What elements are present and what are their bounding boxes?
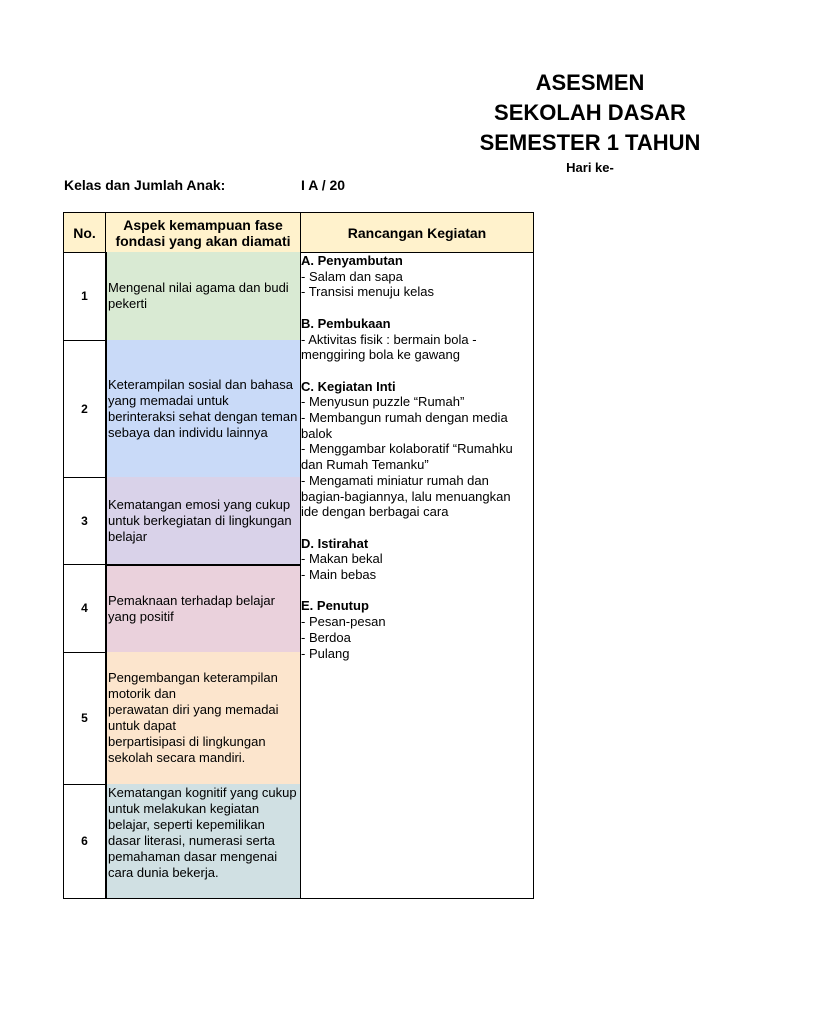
activity-item: - Pulang [301,645,350,661]
header-aspect: Aspek kemampuan fase fondasi yang akan diamati [105,212,301,253]
activity-item: - Berdoa [301,629,351,645]
activity-section-title: B. Pembukaan [301,315,391,331]
activity-section-title: A. Penyambutan [301,253,403,268]
activity-item: - Menyusun puzzle “Rumah” [301,394,465,410]
row-number: 4 [63,564,106,653]
aspect-cell: Keterampilan sosial dan bahasa yang memadai untuk berinteraksi sehat dengan teman sebaya dan individu lainnya [106,340,301,478]
activity-item: - Salam dan sapa [301,268,403,284]
row-number: 5 [63,652,106,785]
title-line-1: ASESMEN [535,70,645,95]
class-info-value: I A / 20 [301,177,346,193]
activity-item: ide dengan berbagai cara [301,504,449,520]
aspect-cell: Kematangan kognitif yang cukup untuk melakukan kegiatan belajar, seperti kepemilikan dasar literasi, numerasi serta pemahaman dasar mengenai cara dunia bekerja. [106,784,301,899]
activity-item: - Membangun rumah dengan media [301,410,508,425]
title-line-2: SEKOLAH DASAR [494,100,686,125]
activity-section-title: C. Kegiatan Inti [301,378,396,394]
aspect-cell: Pengembangan keterampilan motorik dan perawatan diri yang memadai untuk dapat berpartisipasi di lingkungan sekolah secara mandiri. [106,652,301,785]
header-no: No. [63,212,106,253]
activity-item: balok [301,425,333,441]
aspect-cell: Pemaknaan terhadap belajar yang positif [106,564,301,653]
header-activity: Rancangan Kegiatan [300,212,534,253]
activity-item: - Mengamati miniatur rumah dan [301,472,489,488]
title-line-3: SEMESTER 1 TAHUN [479,130,701,155]
activity-item: - Aktivitas fisik : bermain bola - [301,331,477,347]
activity-item: menggiring bola ke gawang [301,347,460,363]
row-number: 2 [63,340,106,478]
row-number: 3 [63,477,106,565]
class-info-label: Kelas dan Jumlah Anak: [64,177,226,193]
activity-item: dan Rumah Temanku” [301,457,429,473]
activity-cell [300,252,534,899]
row-number: 6 [63,784,106,899]
activity-item: - Transisi menuju kelas [301,284,434,300]
row-number: 1 [63,252,106,341]
activity-item: - Menggambar kolaboratif “Rumahku [301,441,513,457]
activity-item: bagian-bagiannya, lalu menuangkan [301,488,511,504]
activity-section-title: E. Penutup [301,598,369,614]
activity-item: - Main bebas [301,567,377,583]
activity-item: - Makan bekal [301,551,383,567]
column-divider [105,252,107,899]
title-line-4: Hari ke- [566,160,614,175]
aspect-cell: Mengenal nilai agama dan budi pekerti [106,252,301,341]
activity-item: - Pesan-pesan [301,614,386,630]
activity-section-title: D. Istirahat [301,535,369,551]
aspect-cell: Kematangan emosi yang cukup untuk berkegiatan di lingkungan belajar [106,477,301,565]
